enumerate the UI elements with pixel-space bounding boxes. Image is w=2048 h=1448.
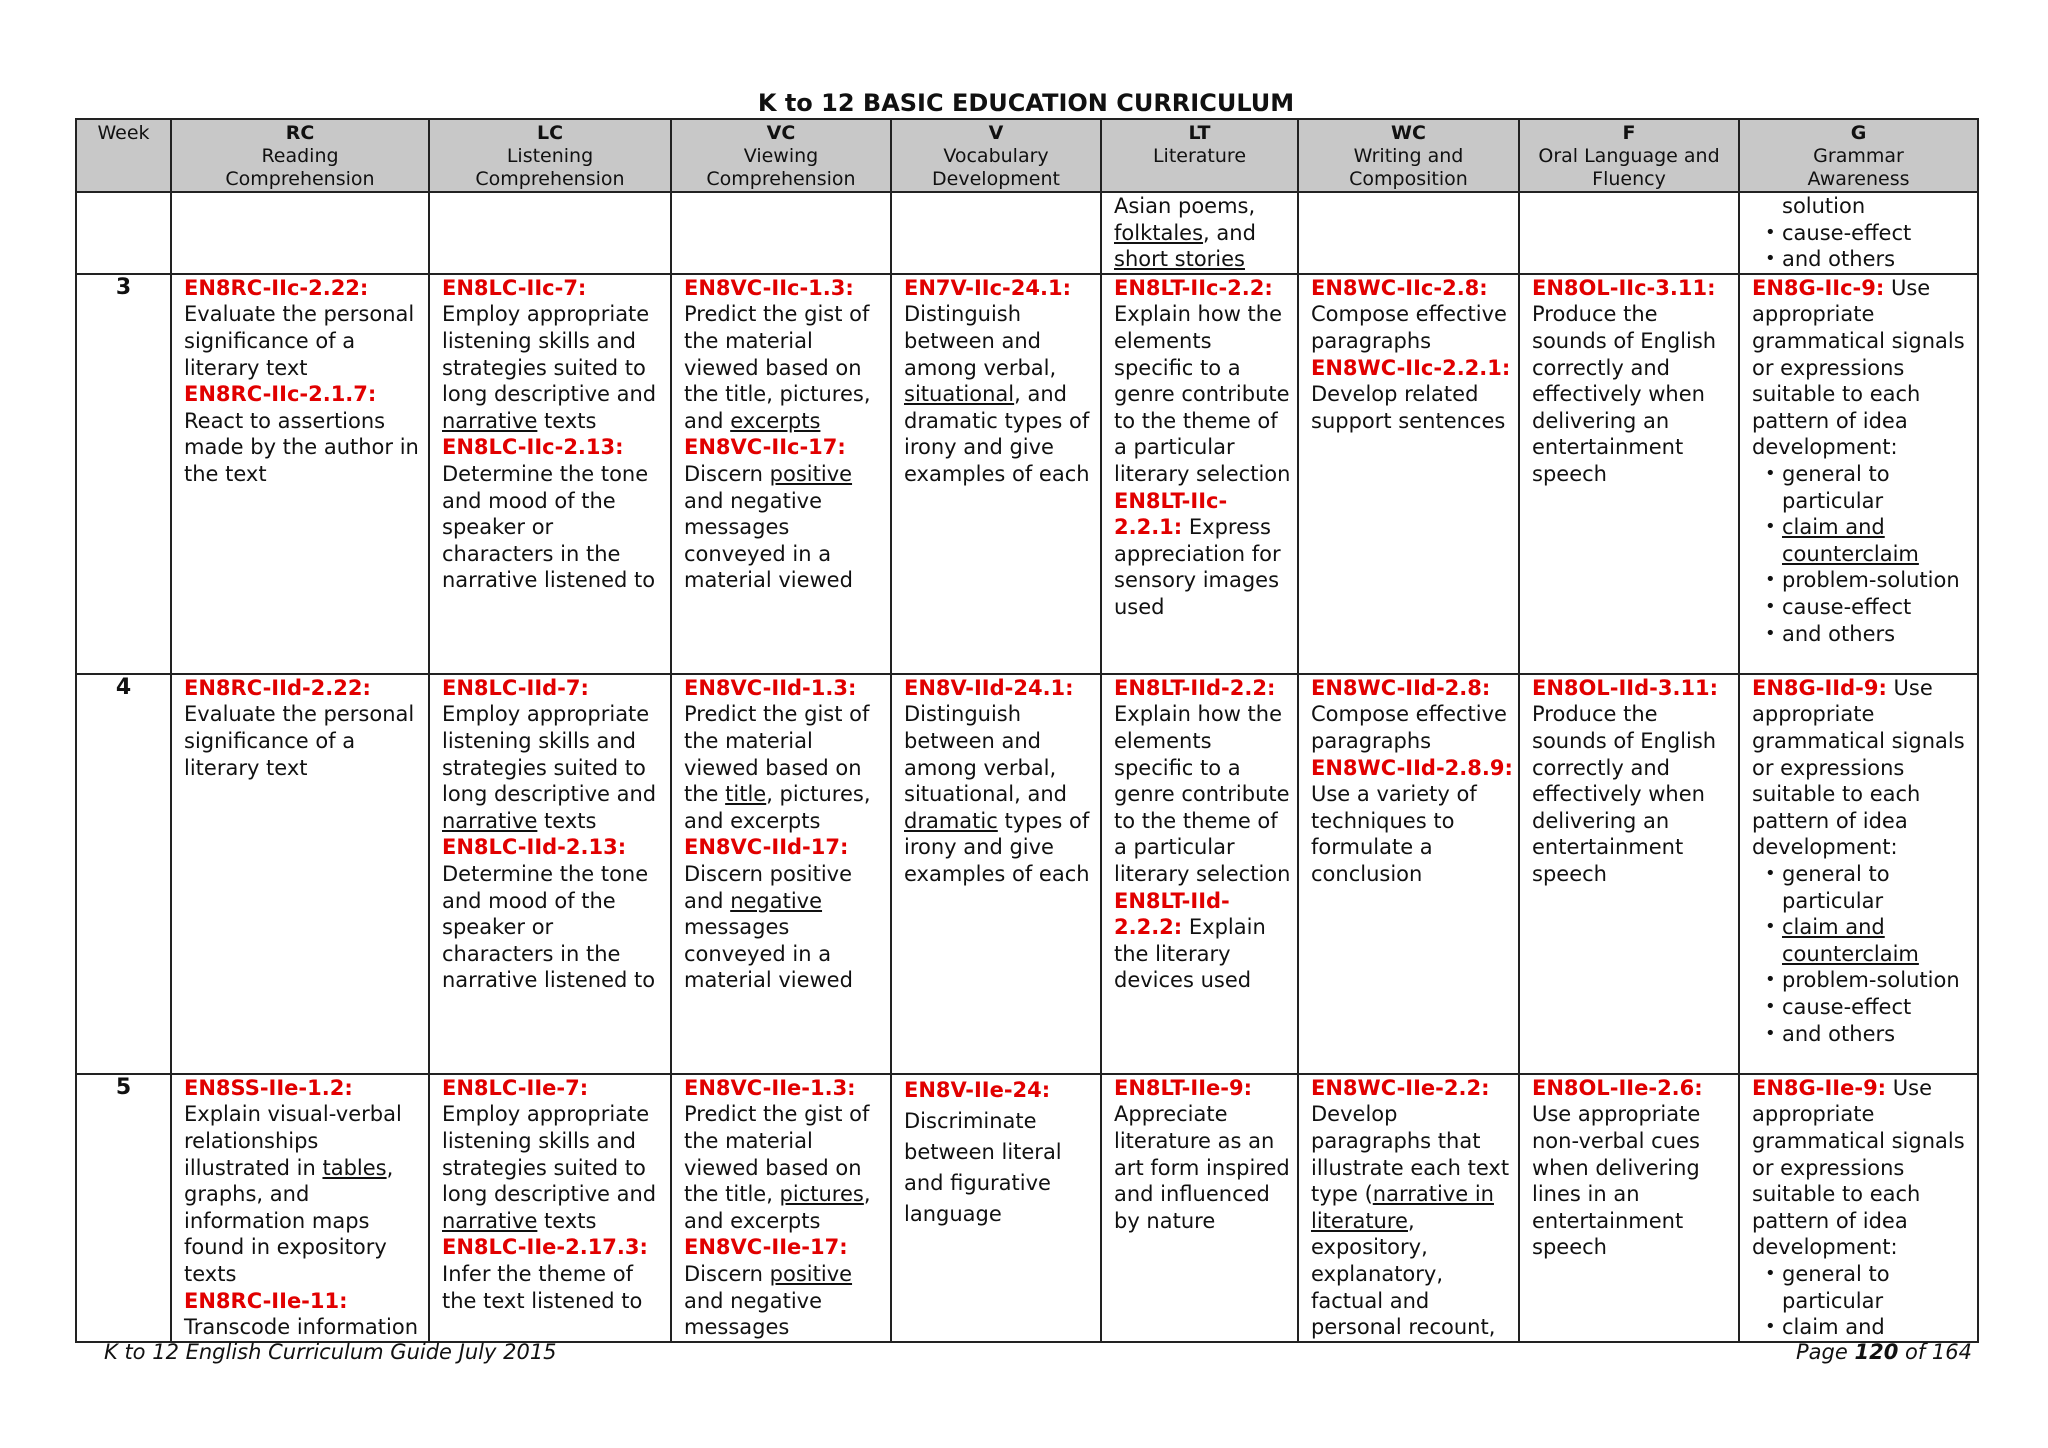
- g-cell: EN8G-IIc-9: Use appropriate grammatical signals or expressions suitable to each pattern of idea development: • general to particular • claim and counterclaim • problem-solution • cause-effect • and others: [1739, 274, 1978, 674]
- f-cell: EN8OL-IId-3.11: Produce the sounds of English correctly and effectively when delivering an entertainment speech: [1519, 674, 1739, 1074]
- week-header: Week: [76, 119, 171, 192]
- g-header: G Grammar Awareness: [1739, 119, 1978, 192]
- wc-cell: EN8WC-IIc-2.8: Compose effective paragraphs EN8WC-IIc-2.2.1: Develop related support sentences: [1298, 274, 1519, 674]
- rc-cell: EN8SS-IIe-1.2: Explain visual-verbal relationships illustrated in tables, graphs, and information maps found in expository texts EN8RC-IIe-11: Transcode information: [171, 1074, 429, 1342]
- rc-cell: EN8RC-IIc-2.22: Evaluate the personal significance of a literary text EN8RC-IIc-2.1.7: React to assertions made by the author in the text: [171, 274, 429, 674]
- lt-cell: EN8LT-IIe-9: Appreciate literature as an art form inspired and influenced by nature: [1101, 1074, 1298, 1342]
- f-header: F Oral Language and Fluency: [1519, 119, 1739, 192]
- header-row: [76, 119, 1978, 192]
- vc-cell: EN8VC-IId-1.3: Predict the gist of the material viewed based on the title, pictures, and excerpts EN8VC-IId-17: Discern positive and negative messages conveyed in a material viewed: [671, 674, 891, 1074]
- f-cell: EN8OL-IIc-3.11: Produce the sounds of English correctly and effectively when delivering an entertainment speech: [1519, 274, 1739, 674]
- lc-cell: EN8LC-IId-7: Employ appropriate listening skills and strategies suited to long descriptive and narrative texts EN8LC-IId-2.13: Determine the tone and mood of the speaker or characters in the narrative listened to: [429, 674, 671, 1074]
- vc-cell: EN8VC-IIc-1.3: Predict the gist of the material viewed based on the title, pictures, and excerpts EN8VC-IIc-17: Discern positive and negative messages conveyed in a material viewed: [671, 274, 891, 674]
- g-cell: EN8G-IIe-9: Use appropriate grammatical signals or expressions suitable to each pattern of idea development: • general to particular • claim and: [1739, 1074, 1978, 1342]
- lc-cell: EN8LC-IIe-7: Employ appropriate listening skills and strategies suited to long descriptive and narrative texts EN8LC-IIe-2.17.3: Infer the theme of the text listened to: [429, 1074, 671, 1342]
- f-cell: EN8OL-IIe-2.6: Use appropriate non-verbal cues when delivering lines in an entertainment speech: [1519, 1074, 1739, 1342]
- g-cell: solution • cause-effect • and others: [1739, 192, 1978, 274]
- wc-cell: EN8WC-IId-2.8: Compose effective paragraphs EN8WC-IId-2.8.9: Use a variety of techniques to formulate a conclusion: [1298, 674, 1519, 1074]
- table-row-continued: [76, 192, 1978, 274]
- footer-guide-title: K to 12 English Curriculum Guide July 2015: [104, 1340, 557, 1364]
- lc-cell: EN8LC-IIc-7: Employ appropriate listening skills and strategies suited to long descriptive and narrative texts EN8LC-IIc-2.13: Determine the tone and mood of the speaker or characters in the narrative listened to: [429, 274, 671, 674]
- vc-header: VC Viewing Comprehension: [671, 119, 891, 192]
- v-cell: EN7V-IIc-24.1: Distinguish between and among verbal, situational, and dramatic types of irony and give examples of each: [891, 274, 1101, 674]
- table-row-week-5: [76, 1074, 1978, 1342]
- v-header: V Vocabulary Development: [891, 119, 1101, 192]
- lt-header: LT Literature: [1101, 119, 1298, 192]
- curriculum-table: [75, 118, 1979, 1343]
- week-number: 5: [76, 1074, 171, 1342]
- rc-header: RC Reading Comprehension: [171, 119, 429, 192]
- v-cell: EN8V-IIe-24: Discriminate between literal and figurative language: [891, 1074, 1101, 1342]
- wc-cell: EN8WC-IIe-2.2: Develop paragraphs that illustrate each text type (narrative in literature, expository, explanatory, factual and personal recount,: [1298, 1074, 1519, 1342]
- week-number: 4: [76, 674, 171, 1074]
- wc-header: WC Writing and Composition: [1298, 119, 1519, 192]
- week-number: 3: [76, 274, 171, 674]
- table-row-week-3: [76, 274, 1978, 674]
- footer-page-number: Page 120 of 164: [1796, 1340, 1972, 1364]
- lt-cell: EN8LT-IIc-2.2: Explain how the elements specific to a genre contribute to the theme of a particular literary selection EN8LT-IIc-2.2.1: Express appreciation for sensory images used: [1101, 274, 1298, 674]
- document-title: K to 12 BASIC EDUCATION CURRICULUM: [757, 89, 1295, 117]
- lt-cell: EN8LT-IId-2.2: Explain how the elements specific to a genre contribute to the theme of a particular literary selection EN8LT-IId-2.2.2: Explain the literary devices used: [1101, 674, 1298, 1074]
- g-cell: EN8G-IId-9: Use appropriate grammatical signals or expressions suitable to each pattern of idea development: • general to particular • claim and counterclaim • problem-solution • cause-effect • and others: [1739, 674, 1978, 1074]
- table-row-week-4: [76, 674, 1978, 1074]
- lc-header: LC Listening Comprehension: [429, 119, 671, 192]
- lt-cell: Asian poems, folktales, and short stories: [1101, 192, 1298, 274]
- v-cell: EN8V-IId-24.1: Distinguish between and among verbal, situational, and dramatic types of irony and give examples of each: [891, 674, 1101, 1074]
- vc-cell: EN8VC-IIe-1.3: Predict the gist of the material viewed based on the title, pictures, and excerpts EN8VC-IIe-17: Discern positive and negative messages: [671, 1074, 891, 1342]
- rc-cell: EN8RC-IId-2.22: Evaluate the personal significance of a literary text: [171, 674, 429, 1074]
